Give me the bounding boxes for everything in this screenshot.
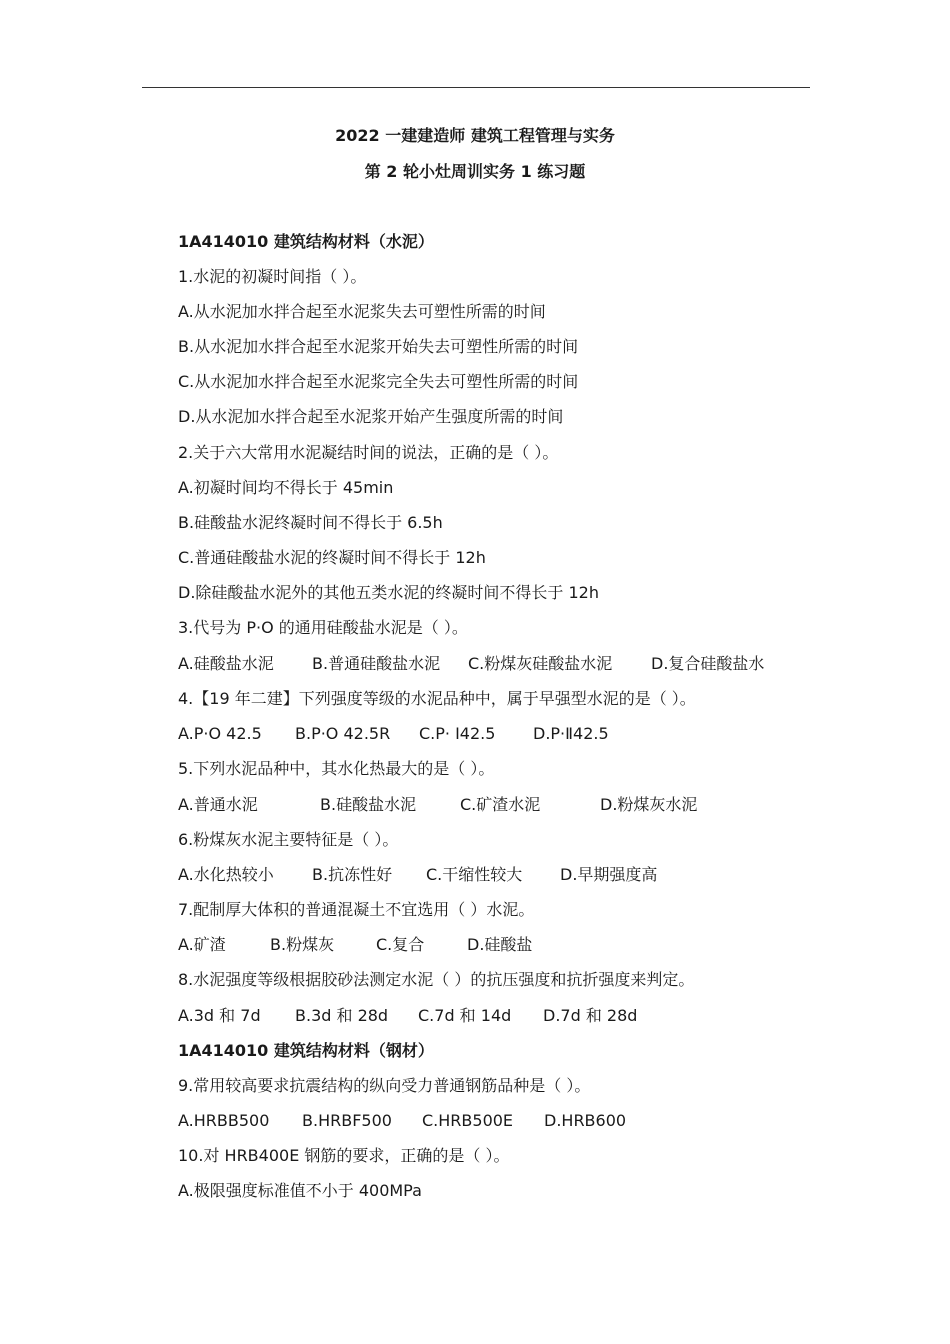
question-stem: 10.对 HRB400E 钢筋的要求，正确的是（ ）。 — [178, 1146, 510, 1165]
question-option: D.硅酸盐 — [467, 935, 533, 954]
question-option: D.P·Ⅱ42.5 — [533, 724, 609, 743]
question-option: C.普通硅酸盐水泥的终凝时间不得长于 12h — [178, 548, 486, 567]
question-option: D.HRB600 — [544, 1111, 627, 1130]
section-heading-steel: 1A414010 建筑结构材料（钢材） — [178, 1041, 434, 1060]
question-option: B.硅酸盐水泥 — [320, 795, 417, 814]
header-rule — [142, 87, 810, 88]
question-option: B.抗冻性好 — [312, 865, 393, 884]
question-option: A.3d 和 7d — [178, 1006, 261, 1025]
question-option: A.初凝时间均不得长于 45min — [178, 478, 394, 497]
question-stem: 4.【19 年二建】下列强度等级的水泥品种中，属于早强型水泥的是（ ）。 — [178, 689, 696, 708]
question-option: A.矿渣 — [178, 935, 226, 954]
question-option: A.硅酸盐水泥 — [178, 654, 274, 673]
question-option: A.极限强度标准值不小于 400MPa — [178, 1181, 422, 1200]
question-option: A.从水泥加水拌合起至水泥浆失去可塑性所需的时间 — [178, 302, 546, 321]
question-option: A.普通水泥 — [178, 795, 258, 814]
question-option: C.复合 — [376, 935, 425, 954]
document-title: 2022 一建建造师 建筑工程管理与实务 — [335, 126, 615, 145]
question-option: D.早期强度高 — [560, 865, 658, 884]
question-option: C.粉煤灰硅酸盐水泥 — [468, 654, 613, 673]
question-option: D.7d 和 28d — [543, 1006, 638, 1025]
question-option: B.粉煤灰 — [270, 935, 335, 954]
question-option: B.从水泥加水拌合起至水泥浆开始失去可塑性所需的时间 — [178, 337, 579, 356]
question-stem: 2.关于六大常用水泥凝结时间的说法，正确的是（ ）。 — [178, 443, 559, 462]
question-option: C.从水泥加水拌合起至水泥浆完全失去可塑性所需的时间 — [178, 372, 579, 391]
question-option: A.水化热较小 — [178, 865, 274, 884]
question-stem: 9.常用较高要求抗震结构的纵向受力普通钢筋品种是（ ）。 — [178, 1076, 591, 1095]
question-option: C.矿渣水泥 — [460, 795, 541, 814]
question-stem: 5.下列水泥品种中，其水化热最大的是（ ）。 — [178, 759, 495, 778]
question-option: C.P· Ⅰ42.5 — [419, 724, 496, 743]
question-option: D.粉煤灰水泥 — [600, 795, 698, 814]
section-heading-cement: 1A414010 建筑结构材料（水泥） — [178, 232, 434, 251]
question-option: D.复合硅酸盐水 — [651, 654, 765, 673]
question-option: B.HRBF500 — [302, 1111, 392, 1130]
question-option: C.HRB500E — [422, 1111, 514, 1130]
question-option: B.3d 和 28d — [295, 1006, 389, 1025]
question-stem: 1.水泥的初凝时间指（ ）。 — [178, 267, 367, 286]
question-option: B.硅酸盐水泥终凝时间不得长于 6.5h — [178, 513, 443, 532]
question-option: B.P·O 42.5R — [295, 724, 391, 743]
question-stem: 7.配制厚大体积的普通混凝土不宜选用（ ）水泥。 — [178, 900, 535, 919]
question-option: A.HRBB500 — [178, 1111, 270, 1130]
question-option: D.除硅酸盐水泥外的其他五类水泥的终凝时间不得长于 12h — [178, 583, 599, 602]
question-option: D.从水泥加水拌合起至水泥浆开始产生强度所需的时间 — [178, 407, 564, 426]
question-option: C.干缩性较大 — [426, 865, 523, 884]
question-stem: 8.水泥强度等级根据胶砂法测定水泥（ ）的抗压强度和抗折强度来判定。 — [178, 970, 695, 989]
question-stem: 6.粉煤灰水泥主要特征是（ ）。 — [178, 830, 399, 849]
question-option: C.7d 和 14d — [418, 1006, 512, 1025]
question-option: B.普通硅酸盐水泥 — [312, 654, 441, 673]
document-subtitle: 第 2 轮小灶周训实务 1 练习题 — [364, 162, 586, 181]
question-option: A.P·O 42.5 — [178, 724, 262, 743]
question-stem: 3.代号为 P·O 的通用硅酸盐水泥是（ ）。 — [178, 618, 468, 637]
